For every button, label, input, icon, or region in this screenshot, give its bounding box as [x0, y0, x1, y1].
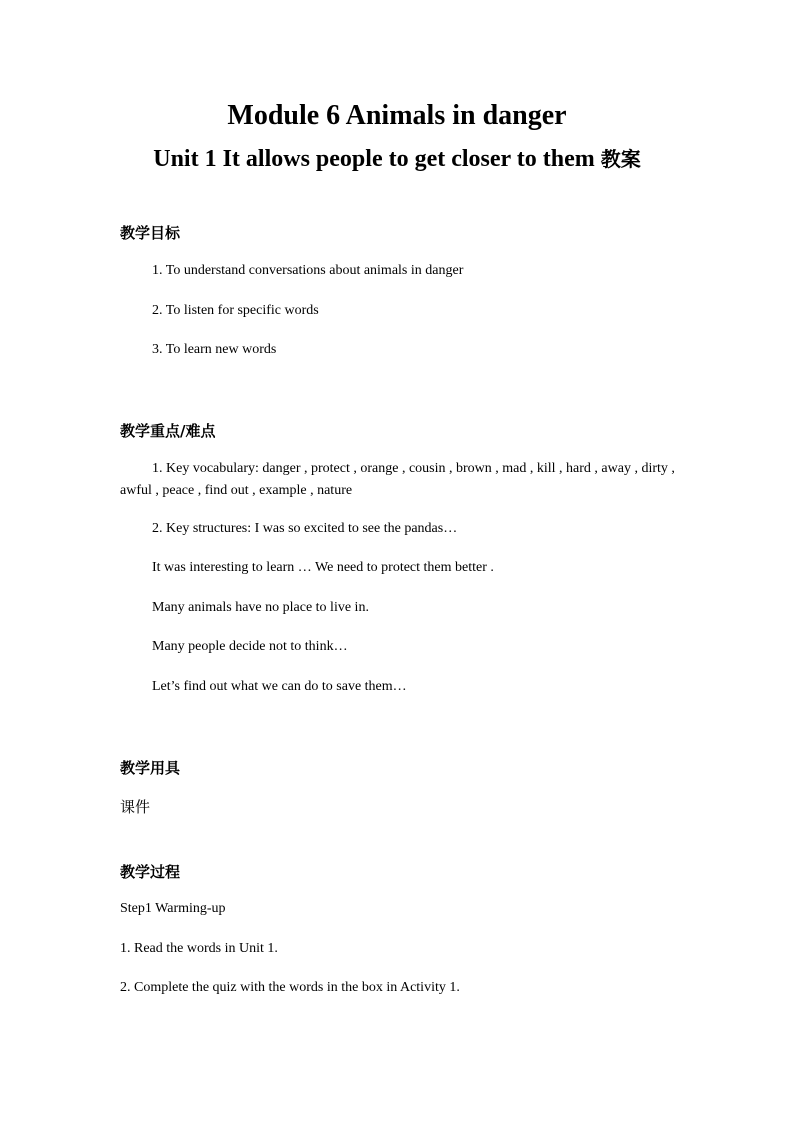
tools-heading: 教学用具 [120, 759, 181, 777]
key-structure-line: Many animals have no place to live in. [152, 600, 369, 615]
key-vocabulary: 1. Key vocabulary: danger , protect , orange , cousin , brown , mad , kill , hard , away , dirty , awful , peace , find out , example , nature [120, 461, 675, 498]
objective-item: 3. To learn new words [152, 342, 277, 357]
unit-title [0, 143, 794, 173]
process-item: 2. Complete the quiz with the words in the box in Activity 1. [120, 980, 460, 995]
process-heading: 教学过程 [120, 863, 181, 881]
objectives-heading: 教学目标 [120, 224, 181, 242]
process-item: 1. Read the words in Unit 1. [120, 941, 278, 956]
key-structure-line: 2. Key structures: I was so excited to see the pandas… [152, 521, 458, 536]
unit-title-suffix: 教案 [600, 147, 641, 171]
unit-title-text: Unit 1 It allows people to get closer to them [153, 146, 601, 172]
objective-item: 2. To listen for specific words [152, 303, 319, 318]
key-structure-line: Many people decide not to think… [152, 639, 348, 654]
objective-item: 1. To understand conversations about animals in danger [152, 263, 464, 278]
key-structure-line: Let’s find out what we can do to save them… [152, 679, 407, 694]
key-points-heading: 教学重点/难点 [120, 422, 216, 440]
key-structure-line: It was interesting to learn … We need to protect them better . [152, 560, 494, 575]
tools-content: 课件 [120, 798, 151, 816]
process-step: Step1 Warming-up [120, 901, 226, 916]
module-title: Module 6 Animals in danger [227, 100, 567, 131]
